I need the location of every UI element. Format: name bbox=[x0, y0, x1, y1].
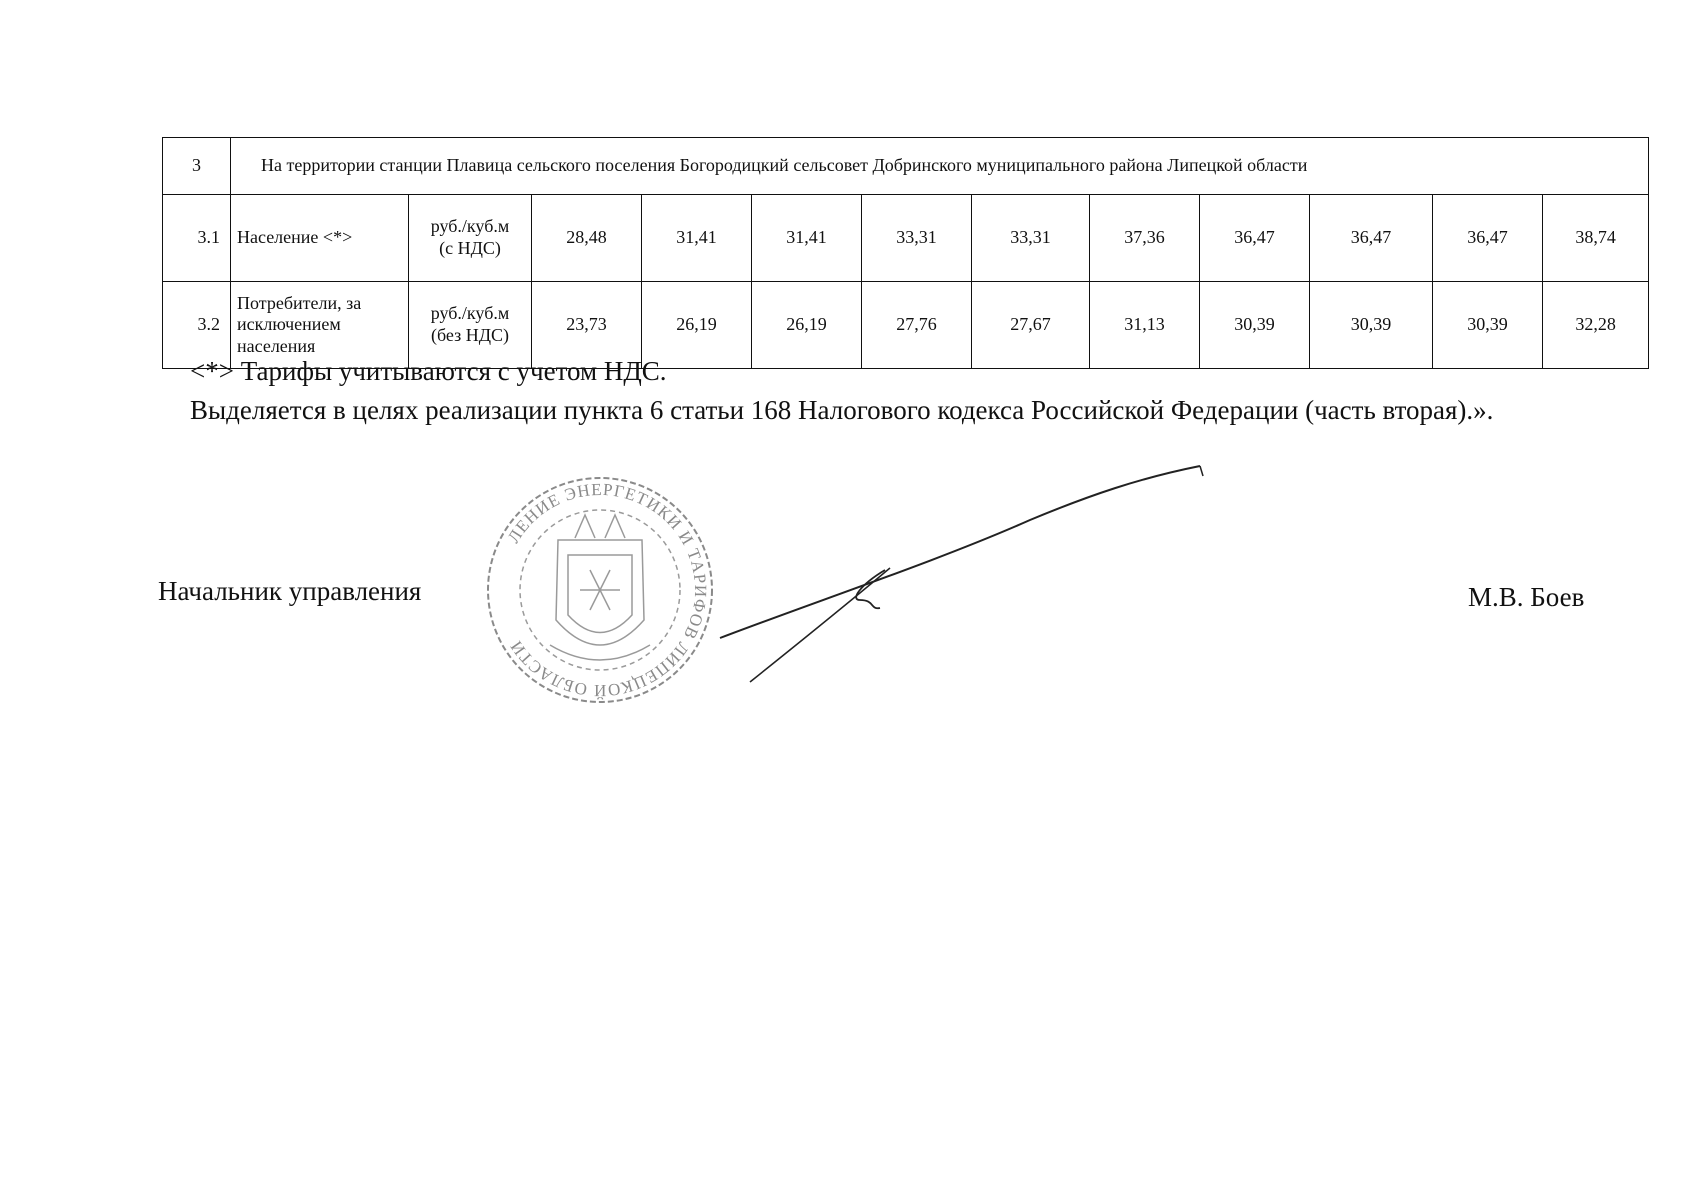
section-title: На территории станции Плавица сельского поселения Богородицкий сельсовет Добринского муниципального района Липецкой области bbox=[231, 138, 1649, 195]
value-cell: 28,48 bbox=[532, 195, 642, 282]
value-cell: 27,67 bbox=[972, 282, 1090, 369]
row-number: 3.2 bbox=[163, 282, 231, 369]
unit-cell: руб./куб.м (без НДС) bbox=[409, 282, 532, 369]
value-cell: 27,76 bbox=[862, 282, 972, 369]
seal-text: ЛЕНИЕ ЭНЕРГЕТИКИ И ТАРИФОВ ЛИПЕЦКОЙ ОБЛАСТИ bbox=[503, 479, 711, 701]
value-cell: 36,47 bbox=[1310, 195, 1433, 282]
value-cell: 30,39 bbox=[1310, 282, 1433, 369]
signatory-title: Начальник управления bbox=[158, 576, 422, 606]
row-number: 3.1 bbox=[163, 195, 231, 282]
consumer-name: Население <*> bbox=[231, 195, 409, 282]
section-header-row bbox=[163, 138, 1649, 195]
value-cell: 30,39 bbox=[1200, 282, 1310, 369]
signatory-name: М.В. Боев bbox=[1468, 582, 1585, 612]
coat-of-arms-icon bbox=[550, 515, 650, 660]
value-cell: 26,19 bbox=[642, 282, 752, 369]
footnote: <*> Тарифы учитываются с учетом НДС. bbox=[190, 356, 667, 386]
unit-cell: руб./куб.м (с НДС) bbox=[409, 195, 532, 282]
section-number: 3 bbox=[163, 138, 231, 195]
table-row bbox=[163, 195, 1649, 282]
official-seal bbox=[480, 470, 720, 710]
value-cell: 30,39 bbox=[1433, 282, 1543, 369]
value-cell: 26,19 bbox=[752, 282, 862, 369]
value-cell: 33,31 bbox=[862, 195, 972, 282]
value-cell: 32,28 bbox=[1543, 282, 1649, 369]
value-cell: 31,41 bbox=[642, 195, 752, 282]
vat-note: Выделяется в целях реализации пункта 6 статьи 168 Налогового кодекса Российской Федерации (часть вторая).». bbox=[190, 395, 1494, 425]
value-cell: 37,36 bbox=[1090, 195, 1200, 282]
value-cell: 38,74 bbox=[1543, 195, 1649, 282]
consumer-name: Потребители, за исключением населения bbox=[231, 282, 409, 369]
tariff-table bbox=[162, 137, 1649, 369]
value-cell: 23,73 bbox=[532, 282, 642, 369]
value-cell: 33,31 bbox=[972, 195, 1090, 282]
handwritten-signature bbox=[700, 450, 1240, 690]
value-cell: 31,41 bbox=[752, 195, 862, 282]
value-cell: 36,47 bbox=[1433, 195, 1543, 282]
value-cell: 36,47 bbox=[1200, 195, 1310, 282]
value-cell: 31,13 bbox=[1090, 282, 1200, 369]
